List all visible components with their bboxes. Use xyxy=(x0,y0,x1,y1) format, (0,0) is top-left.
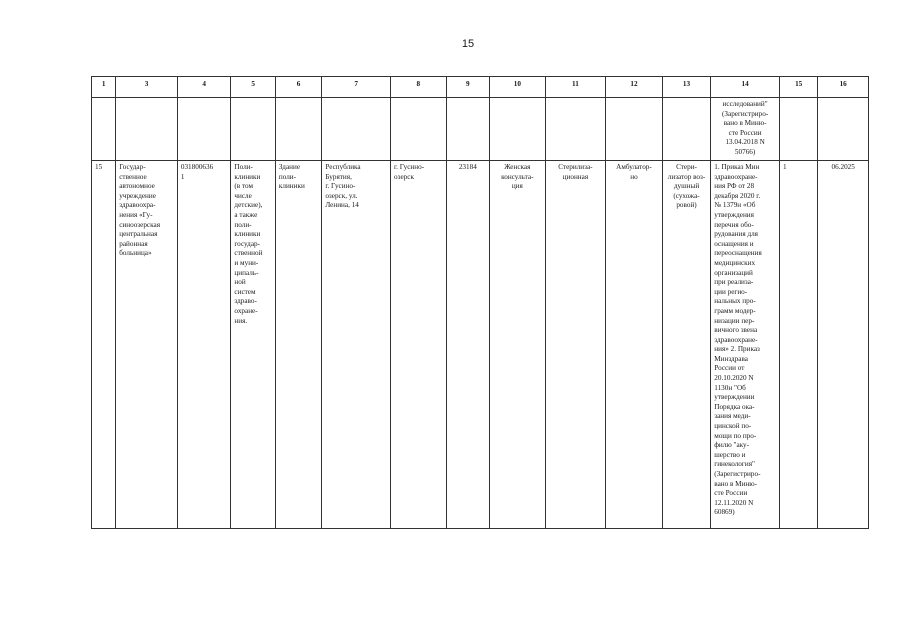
table-cell xyxy=(490,98,546,161)
table-cell xyxy=(606,98,663,161)
table-cell-number: 15 xyxy=(92,161,116,529)
table-cell xyxy=(662,98,710,161)
column-header: 16 xyxy=(818,77,869,98)
column-header: 3 xyxy=(116,77,178,98)
data-table xyxy=(91,76,869,529)
column-header: 11 xyxy=(545,77,606,98)
table-cell xyxy=(177,98,231,161)
column-header: 5 xyxy=(231,77,275,98)
header-row xyxy=(92,77,869,98)
table-cell-legal-basis: исследований" (Зарегистриро- вано в Миню- сте России 13.04.2018 N 50766) xyxy=(711,98,780,161)
table-cell xyxy=(275,98,321,161)
column-header: 6 xyxy=(275,77,321,98)
column-header: 15 xyxy=(779,77,817,98)
table-cell-department: Женская консульта- ция xyxy=(490,161,546,529)
table-cell-city: г. Гусино- озерск xyxy=(391,161,447,529)
table-cell-address: Республика Бурятия, г. Гусино- озерск, ул. Ленина, 14 xyxy=(322,161,391,529)
column-header: 10 xyxy=(490,77,546,98)
table-cell-quantity: 1 xyxy=(779,161,817,529)
column-header: 8 xyxy=(391,77,447,98)
table-cell-code: 031800636 1 xyxy=(177,161,231,529)
table-row xyxy=(92,161,869,529)
column-header: 7 xyxy=(322,77,391,98)
table-cell xyxy=(818,98,869,161)
page-number: 15 xyxy=(461,38,475,50)
column-header: 14 xyxy=(711,77,780,98)
table-cell-legal-basis: 1. Приказ Мин здравоохране- ния РФ от 28 декабря 2020 г. № 1379н «Об утверждения перечня обо- рудования для оснащения и переоснащения медицинских организаций при реализа- ции регио- нальных про- грамм модер- низации пер- вичного звена здравоохране- ния» 2. Приказ Минздрава России от 20.10.2020 N 1130н "Об утверждении Порядка ока- зания меди- цинской по- мощи по про- филю "аку- шерство и гинекология" (Зарегистриро- вано в Миню- сте России 12.11.2020 N 60869) xyxy=(711,161,780,529)
table-cell xyxy=(92,98,116,161)
table-cell xyxy=(322,98,391,161)
table-cell-building: Здание поли- клиники xyxy=(275,161,321,529)
table-row-continuation xyxy=(92,98,869,161)
column-header: 1 xyxy=(92,77,116,98)
table-cell xyxy=(116,98,178,161)
column-header: 4 xyxy=(177,77,231,98)
column-header: 12 xyxy=(606,77,663,98)
table-cell-date: 06.2025 xyxy=(818,161,869,529)
table-cell xyxy=(779,98,817,161)
table-cell-organization: Государ- ственное автономное учреждение здравоохра- нения «Гу- синоозерская центральная районная больница» xyxy=(116,161,178,529)
table-cell-room: Стерилиза- ционная xyxy=(545,161,606,529)
column-header: 9 xyxy=(446,77,489,98)
table-cell-equipment: Стери- лизатор воз- душный (сухожа- ровой) xyxy=(662,161,710,529)
table-cell xyxy=(391,98,447,161)
table-cell xyxy=(545,98,606,161)
table-cell xyxy=(446,98,489,161)
column-header: 13 xyxy=(662,77,710,98)
table-cell xyxy=(231,98,275,161)
table-cell-population: 23184 xyxy=(446,161,489,529)
table-cell-facility-type: Поли- клиники (в том числе детские), а также поли- клиники государ- ственной и муни- ципаль- ной систем здраво- охране- ния. xyxy=(231,161,275,529)
table-cell-care-type: Амбулатор- но xyxy=(606,161,663,529)
